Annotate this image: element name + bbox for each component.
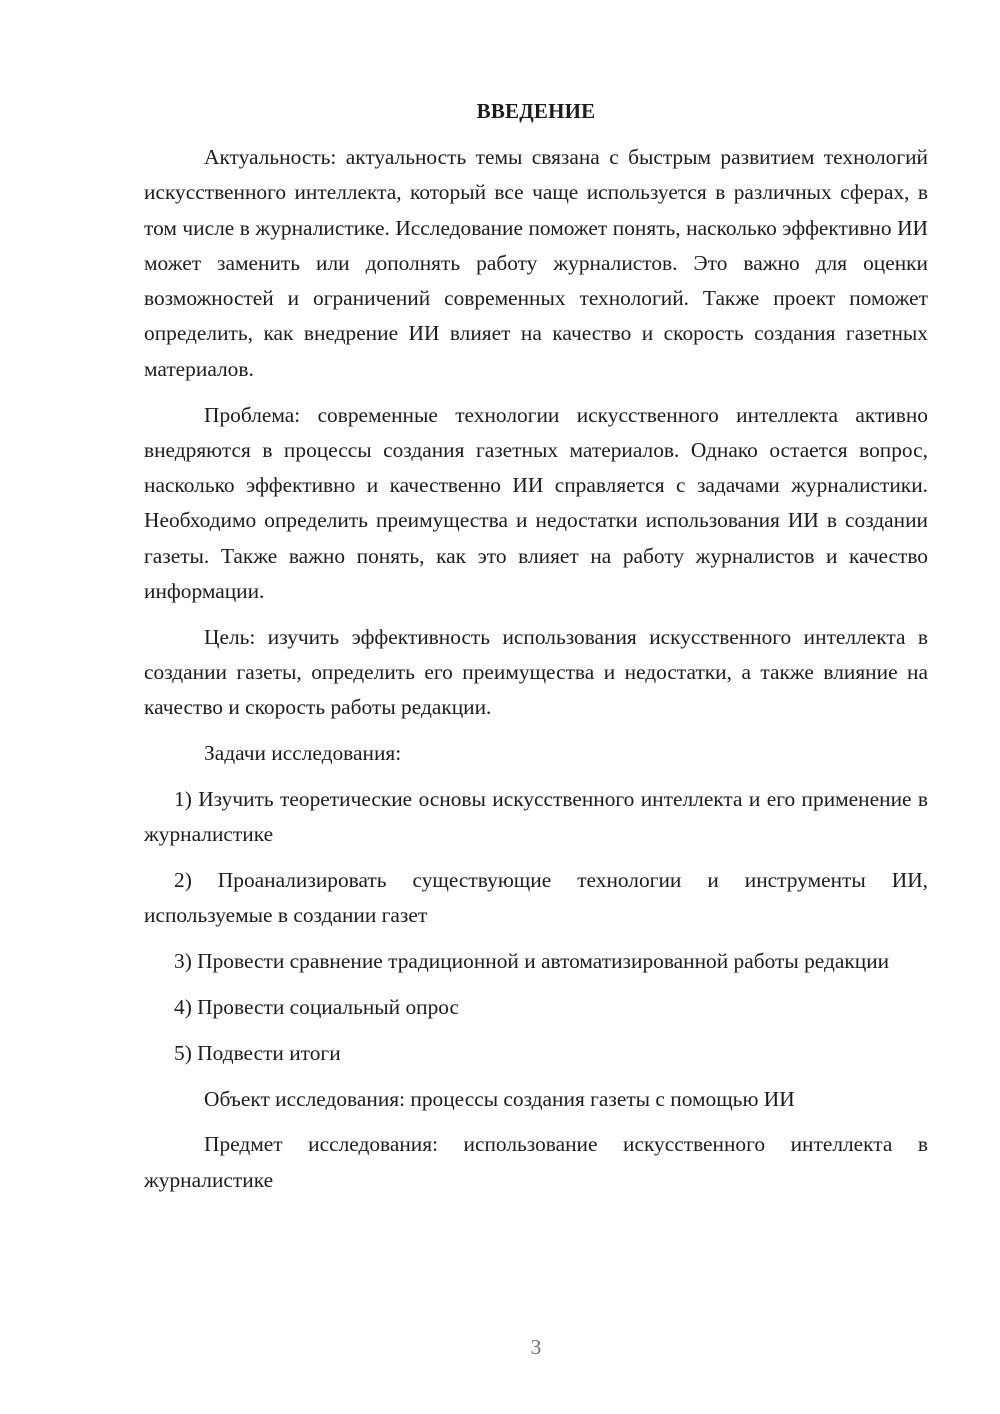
object-paragraph: Объект исследования: процессы создания газеты с помощью ИИ	[204, 1086, 795, 1111]
problem-paragraph: Проблема: современные технологии искусственного интеллекта активно внедряются в процессы создания газетных материалов. Однако остается вопрос, насколько эффективно и качественно ИИ справляется с задачами журналистики. Необходимо определить преимущества и недостатки использования ИИ в создании газеты. Также важно понять, как это влияет на работу журналистов и качество информации.	[144, 402, 928, 604]
task-item-4: 4) Провести социальный опрос	[174, 995, 460, 1020]
tasks-heading: Задачи исследования:	[204, 741, 402, 766]
task-item-3: 3) Провести сравнение традиционной и автоматизированной работы редакции	[174, 949, 890, 974]
task-item-1: 1) Изучить теоретические основы искусственного интеллекта и его применение в журналистике	[144, 787, 928, 847]
document-page	[144, 0, 928, 1414]
document-body	[144, 140, 928, 1198]
task-item-5: 5) Подвести итоги	[174, 1040, 341, 1065]
relevance-paragraph: Актуальность: актуальность темы связана с быстрым развитием технологий искусственного интеллекта, который все чаще используется в различных сферах, в том числе в журналистике. Исследование поможет понять, насколько эффективно ИИ может заменить или дополнять работу журналистов. Это важно для оценки возможностей и ограничений современных технологий. Также проект поможет определить, как внедрение ИИ влияет на качество и скорость создания газетных материалов.	[144, 145, 928, 381]
task-item-2: 2) Проанализировать существующие технологии и инструменты ИИ, используемые в создании газет	[144, 868, 928, 928]
page-number: 3	[530, 1335, 542, 1359]
goal-paragraph: Цель: изучить эффективность использования искусственного интеллекта в создании газеты, определить его преимущества и недостатки, а также влияние на качество и скорость работы редакции.	[144, 624, 928, 720]
subject-paragraph: Предмет исследования: использование искусственного интеллекта в журналистике	[144, 1132, 928, 1192]
page-title: ВВЕДЕНИЕ	[476, 99, 596, 123]
